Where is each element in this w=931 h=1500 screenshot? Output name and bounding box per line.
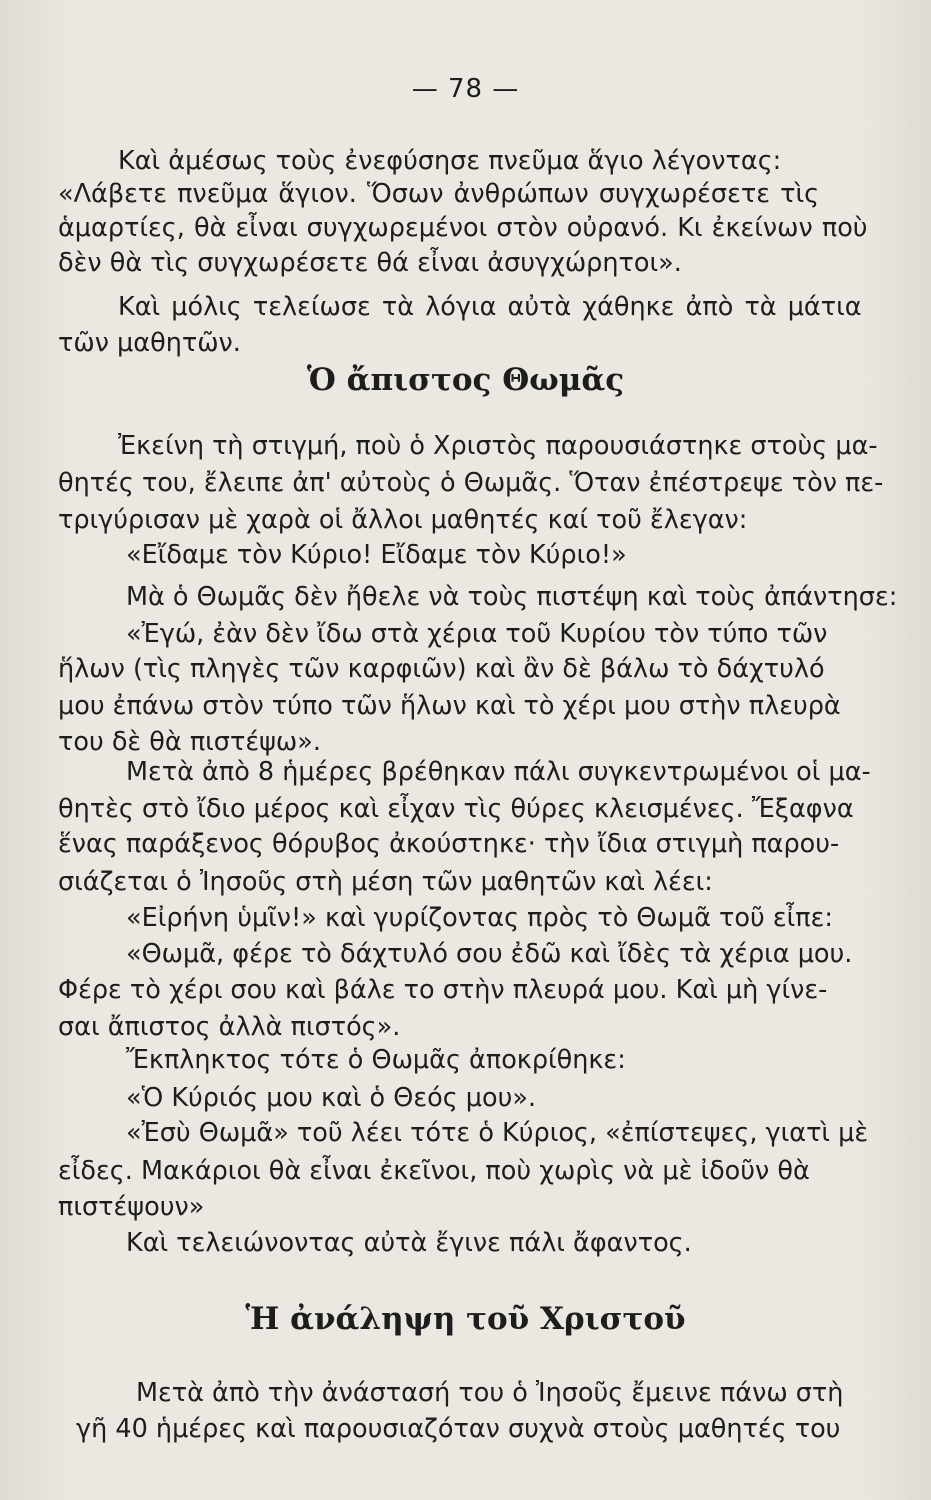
text-line: τριγύρισαν μὲ χαρὰ οἱ ἄλλοι μαθητές καί τοῦ ἔλεγαν:	[58, 505, 748, 535]
text-line: μου ἐπάνω στὸν τύπο τῶν ἥλων καὶ τὸ χέρι μου στὴν πλευρὰ	[58, 691, 841, 721]
text-line: γῆ 40 ἡμέρες καὶ παρουσιαζόταν συχνὰ στοὺς μαθητές του	[76, 1414, 841, 1444]
text-line: σιάζεται ὁ Ἰησοῦς στὴ μέση τῶν μαθητῶν καὶ λέει:	[58, 867, 713, 897]
text-line: Ἐκείνη τὴ στιγμή, ποὺ ὁ Χριστὸς παρουσιάστηκε στοὺς μα-	[118, 431, 878, 461]
text-line: «Θωμᾶ, φέρε τὸ δάχτυλό σου ἐδῶ καὶ ἴδὲς τὰ χέρια μου.	[126, 939, 853, 969]
section-heading-thomas: Ὁ ἄπιστος Θωμᾶς	[306, 362, 625, 398]
text-line: «Λάβετε πνεῦμα ἅγιον. Ὅσων ἀνθρώπων συγχωρέσετε τὶς	[58, 179, 820, 209]
text-line: πιστέψουν»	[58, 1192, 205, 1222]
text-line: εἶδες. Μακάριοι θὰ εἶναι ἐκεῖνοι, ποὺ χωρὶς νὰ μὲ ἰδοῦν θὰ	[58, 1156, 810, 1186]
page-number: — 78 —	[411, 74, 520, 104]
text-line: ἥλων (τὶς πληγὲς τῶν καρφιῶν) καὶ ἂν δὲ βάλω τὸ δάχτυλό	[58, 654, 825, 684]
text-line: θητές του, ἔλειπε ἀπ' αὐτοὺς ὁ Θωμᾶς. Ὅταν ἐπέστρεψε τὸν πε-	[58, 468, 884, 498]
section-heading-ascension: Ἡ ἀνάληψη τοῦ Χριστοῦ	[245, 1301, 686, 1337]
text-line: «Ἐσὺ Θωμᾶ» τοῦ λέει τότε ὁ Κύριος, «ἐπίστεψες, γιατὶ μὲ	[126, 1118, 869, 1148]
text-line: τῶν μαθητῶν.	[58, 328, 241, 358]
text-line: Καὶ ἀμέσως τοὺς ἐνεφύσησε πνεῦμα ἅγιο λέγοντας:	[118, 146, 782, 176]
text-line: δὲν θὰ τὶς συγχωρέσετε θά εἶναι ἀσυγχώρητοι».	[58, 248, 682, 278]
text-line: Φέρε τὸ χέρι σου καὶ βάλε το στὴν πλευρά μου. Καὶ μὴ γίνε-	[58, 975, 828, 1005]
text-line: ἕνας παράξενος θόρυβος ἀκούστηκε· τὴν ἴδια στιγμὴ παρου-	[58, 829, 840, 859]
text-line: ἁμαρτίες, θὰ εἶναι συγχωρεμένοι στὸν οὐρανό. Κι ἐκείνων ποὺ	[58, 213, 868, 243]
text-line: Μὰ ὁ Θωμᾶς δὲν ἤθελε νὰ τοὺς πιστέψη καὶ τοὺς ἀπάντησε:	[126, 582, 898, 612]
text-line: Μετὰ ἀπὸ τὴν ἀνάστασή του ὁ Ἰησοῦς ἔμεινε πάνω στὴ	[136, 1378, 844, 1408]
text-line: Καὶ τελειώνοντας αὐτὰ ἔγινε πάλι ἄφαντος.	[126, 1228, 692, 1258]
text-line: Ἔκπληκτος τότε ὁ Θωμᾶς ἀποκρίθηκε:	[126, 1045, 626, 1075]
text-line: σαι ἄπιστος ἀλλὰ πιστός».	[58, 1012, 401, 1042]
text-line: Καὶ μόλις τελείωσε τὰ λόγια αὐτὰ χάθηκε ἀπὸ τὰ μάτια	[118, 292, 862, 322]
text-line: θητὲς στὸ ἴδιο μέρος καὶ εἶχαν τὶς θύρες κλεισμένες. Ἔξαφνα	[58, 794, 854, 824]
text-line: του δὲ θὰ πιστέψω».	[58, 727, 321, 757]
text-line: «Ὁ Κύριός μου καὶ ὁ Θεός μου».	[126, 1083, 537, 1113]
text-line: «Εἴδαμε τὸν Κύριο! Εἴδαμε τὸν Κύριο!»	[126, 540, 627, 570]
text-line: «Εἰρήνη ὑμῖν!» καὶ γυρίζοντας πρὸς τὸ Θωμᾶ τοῦ εἶπε:	[126, 903, 833, 933]
text-line: Μετὰ ἀπὸ 8 ἡμέρες βρέθηκαν πάλι συγκεντρωμένοι οἱ μα-	[126, 757, 871, 787]
text-line: «Ἐγώ, ἐὰν δὲν ἴδω στὰ χέρια τοῦ Κυρίου τὸν τύπο τῶν	[126, 619, 828, 649]
